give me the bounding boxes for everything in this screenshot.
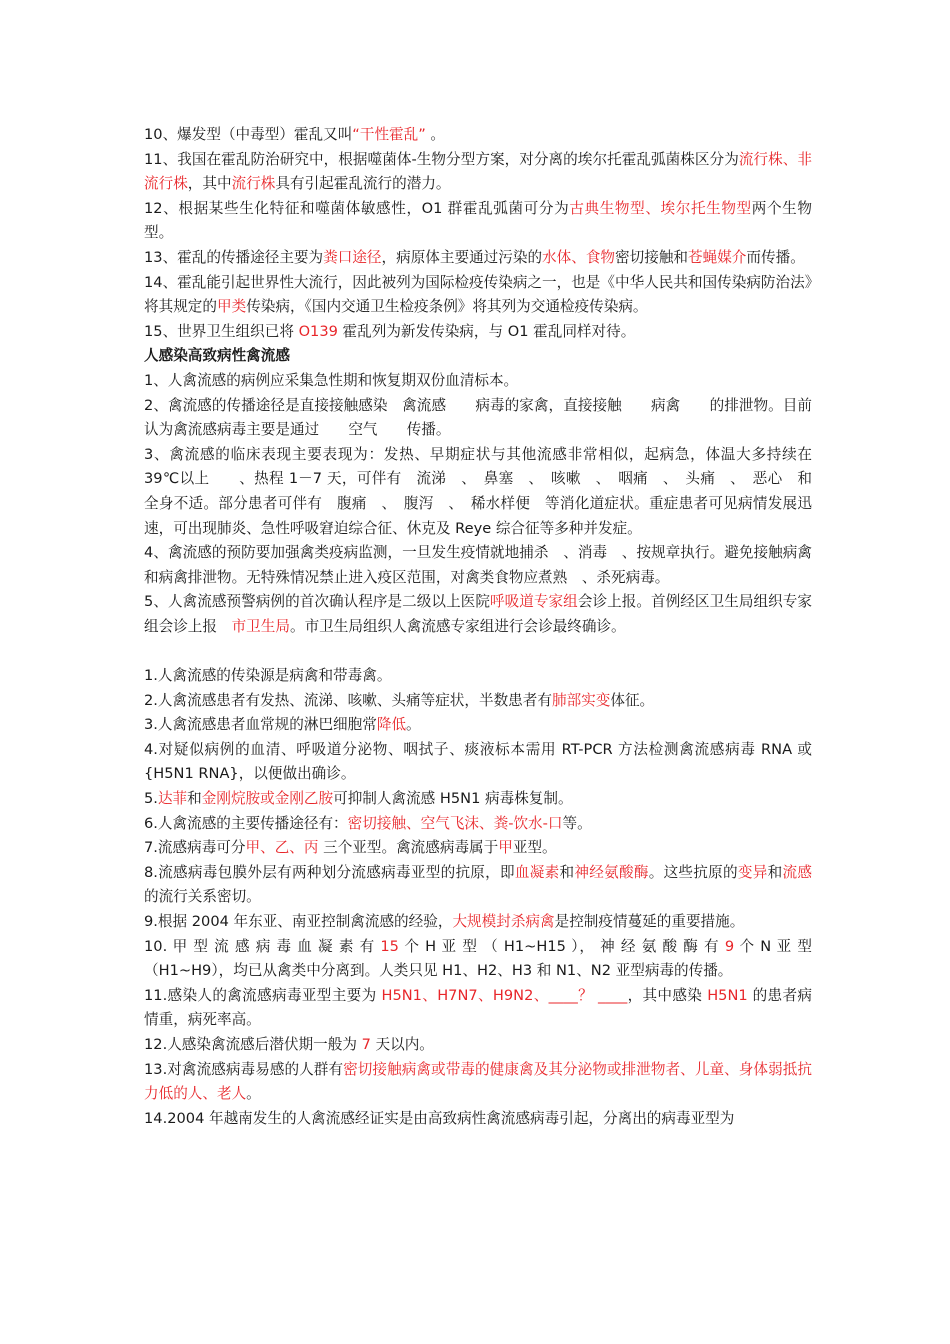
answer-text: O139 [298, 322, 338, 340]
answer-text: 苍蝇媒介 [688, 248, 747, 266]
text-run: 具有引起霍乱流行的潜力。 [275, 175, 451, 193]
answer-text: 密切接触病禽或带毒的健康禽及其分泌物或排泄物者、儿童、身体弱抵抗力低的人、老人 [144, 1060, 812, 1103]
answer-text: 变异 [737, 863, 768, 881]
answer-text: 流行株 [231, 175, 276, 193]
text-run: 和 [767, 863, 783, 881]
text-run: 个 N 亚 型（H1~H9），均已从禽类中分离到。人类只见 H1、H2、H3 和 N1、N2 亚型病毒的传播。 [144, 937, 812, 980]
text-run: 6.人禽流感的主要传播途径有： [144, 814, 348, 832]
text-run: 1、人禽流感的病例应采集急性期和恢复期双份血清标本。 [144, 371, 519, 389]
blank-line [144, 639, 812, 664]
text-run: 12、根据某些生化特征和噬菌体敏感性，O1 群霍乱弧菌可分为 [144, 199, 570, 217]
text-run: 而传播。 [746, 248, 805, 266]
text-run: ，其中 [187, 175, 232, 193]
text-run: 天以内。 [370, 1035, 434, 1053]
text-run: 7.流感病毒可分 [144, 839, 246, 857]
paragraph [144, 787, 812, 812]
paragraph [144, 394, 812, 443]
text-run: 15、世界卫生组织已将 [144, 322, 299, 340]
answer-text: 市卫生局 [231, 617, 290, 635]
text-run: 10. 甲 型 流 感 病 毒 血 凝 素 有 [144, 937, 381, 955]
text-run: 9.根据 2004 年东亚、南亚控制禽流感的经验， [144, 913, 453, 930]
paragraph [144, 664, 812, 689]
paragraph [144, 197, 812, 246]
answer-text: 降低 [376, 716, 407, 734]
text-run: 会诊上报。首例经区卫生局组织专家组会诊上报 [144, 593, 812, 635]
text-run: 密切接触和 [615, 248, 689, 266]
text-run: 等。 [562, 814, 592, 832]
section-heading [144, 344, 812, 369]
text-run: 和 [559, 863, 575, 881]
text-run: 12.人感染禽流感后潜伏期一般为 [144, 1035, 362, 1053]
answer-text: 15 [380, 937, 399, 955]
answer-text: 古典生物型、埃尔托生物型 [569, 199, 752, 217]
text-run: 14.2004 年越南发生的人禽流感经证实是由高致病性禽流感病毒引起，分离出的病毒亚型为 [144, 1109, 735, 1127]
text-run: 人感染高致病性禽流感 [144, 347, 290, 365]
text-run: 亚型。 [512, 839, 557, 857]
paragraph [144, 910, 812, 935]
paragraph [144, 1033, 812, 1058]
answer-text: 7 [361, 1035, 371, 1053]
text-run: 4、禽流感的预防要加强禽类疫病监测，一旦发生疫情就地捕杀 、消毒 、按规章执行。避免接触病禽和病禽排泄物。无特殊情况禁止进入疫区范围，对禽类食物应煮熟 、杀死病毒。 [144, 544, 812, 586]
paragraph [144, 935, 812, 984]
answer-text: H5N1、H7N7、H9N2、____？ ____ [381, 986, 628, 1004]
answer-text: 甲、乙、丙 [245, 839, 319, 857]
answer-text: 金刚烷胺或金刚乙胺 [201, 790, 334, 808]
paragraph [144, 1107, 812, 1132]
text-run: 的患者病情重，病死率高。 [144, 986, 812, 1029]
answer-text: 神经氨酸酶 [574, 863, 649, 881]
text-run: 4.对疑似病例的血清、呼吸道分泌物、咽拭子、痰液标本需用 RT-PCR 方法检测禽流感病毒 RNA 或{H5N1 RNA}，以便做出确诊。 [144, 740, 812, 783]
paragraph [144, 738, 812, 787]
answer-text: 血凝素 [514, 863, 560, 881]
answer-text: “干性霍乱” [352, 126, 426, 143]
text-run: 14、霍乱能引起世界性大流行，因此被列为国际检疫传染病之一，也是《中华人民共和国传染病防治法》将其规定的 [144, 273, 812, 316]
answer-text: 粪口途径 [323, 248, 382, 266]
text-run: 3.人禽流感患者血常规的淋巴细胞常 [144, 716, 377, 734]
paragraph [144, 836, 812, 861]
text-run: 三个亚型。禽流感病毒属于 [318, 839, 499, 857]
paragraph [144, 861, 812, 910]
paragraph [144, 590, 812, 639]
paragraph [144, 443, 842, 541]
answer-text: 密切接触、空气飞沫、粪-饮水-口 [347, 814, 563, 832]
text-run: 体征。 [610, 691, 655, 709]
paragraph [144, 246, 812, 271]
answer-text: 9 [724, 937, 735, 955]
paragraph [144, 541, 812, 590]
text-run: 11.感染人的禽流感病毒亚型主要为 [144, 986, 382, 1004]
text-run: 传染病，《国内交通卫生检疫条例》将其列为交通检疫传染病。 [246, 298, 648, 316]
answer-text: H5N1 [707, 986, 748, 1004]
text-run: ，其中感染 [627, 986, 708, 1004]
paragraph [144, 812, 812, 837]
text-run: 是控制疫情蔓延的重要措施。 [554, 913, 745, 930]
answer-text: 大规模封杀病禽 [452, 913, 555, 930]
answer-text: 呼吸道专家组 [490, 593, 578, 611]
text-run: 。这些抗原的 [648, 863, 738, 881]
text-run: 13.对禽流感病毒易感的人群有 [144, 1060, 344, 1078]
paragraph [144, 369, 812, 394]
text-run: 3、禽流感的临床表现主要表现为：发热、早期症状与其他流感非常相似，起病急，体温大多持续在 39℃以上 、热程 1－7 天，可伴有 流涕 、 鼻塞 、 咳嗽 、 咽痛 、 头痛 、 恶心 和全身不适。部分患者可伴有 腹痛 、 腹泻 、 稀水样便 等消化道症状。重症患者可见病情发展迅速，可出现肺炎、急性呼吸窘迫综合征、休克及 Reye 综合征等多种并发症。 [144, 445, 842, 537]
text-run: 2.人禽流感患者有发热、流涕、咳嗽、头痛等症状，半数患者有 [144, 691, 552, 709]
paragraph [144, 271, 812, 320]
text-run: 。 [406, 716, 421, 734]
text-run: ，病原体主要通过污染的 [381, 248, 543, 266]
text-run: 可抑制人禽流感 H5N1 病毒株复制。 [333, 790, 573, 808]
paragraph [144, 123, 812, 148]
paragraph [144, 1058, 812, 1107]
answer-text: 肺部实变 [551, 691, 611, 709]
text-run: 。市卫生局组织人禽流感专家组进行会诊最终确诊。 [289, 617, 626, 635]
text-run: 的流行关系密切。 [144, 888, 261, 906]
text-run: 两个生物型。 [144, 199, 812, 242]
text-run: 10、爆发型（中毒型）霍乱又叫 [144, 126, 353, 143]
answer-text: 流行株、非流行株 [144, 150, 812, 193]
paragraph [144, 713, 812, 738]
answer-text: 甲 [498, 839, 513, 857]
paragraph [144, 689, 812, 714]
text-run: 5. [144, 790, 158, 808]
text-run: 13、霍乱的传播途径主要为 [144, 248, 324, 266]
text-run: 和 [187, 790, 202, 808]
text-run: 个 H 亚 型 （ H1~H15 ）， 神 经 氨 酸 酶 有 [398, 937, 725, 955]
answer-text: 达菲 [157, 790, 188, 808]
answer-text: 流感 [782, 863, 812, 881]
text-run: 。 [246, 1085, 261, 1103]
text-run: 8.流感病毒包膜外层有两种划分流感病毒亚型的抗原，即 [144, 863, 515, 881]
answer-text: 甲类 [216, 298, 247, 316]
text-run: 5、人禽流感预警病例的首次确认程序是二级以上医院 [144, 593, 490, 611]
text-run: 1.人禽流感的传染源是病禽和带毒禽。 [144, 667, 392, 685]
text-run: 。 [425, 126, 446, 143]
paragraph [144, 320, 812, 345]
text-run: 2、禽流感的传播途径是直接接触感染 禽流感 病毒的家禽，直接接触 病禽 的排泄物。目前认为禽流感病毒主要是通过 空气 传播。 [144, 396, 812, 439]
paragraph [144, 148, 812, 197]
paragraph [144, 984, 812, 1033]
answer-text: 水体、食物 [542, 248, 616, 266]
text-run: 11、我国在霍乱防治研究中，根据噬菌体-生物分型方案，对分离的埃尔托霍乱弧菌株区分为 [144, 150, 739, 168]
text-run: 霍乱列为新发传染病，与 O1 霍乱同样对待。 [337, 322, 636, 340]
document-body [144, 123, 842, 1131]
